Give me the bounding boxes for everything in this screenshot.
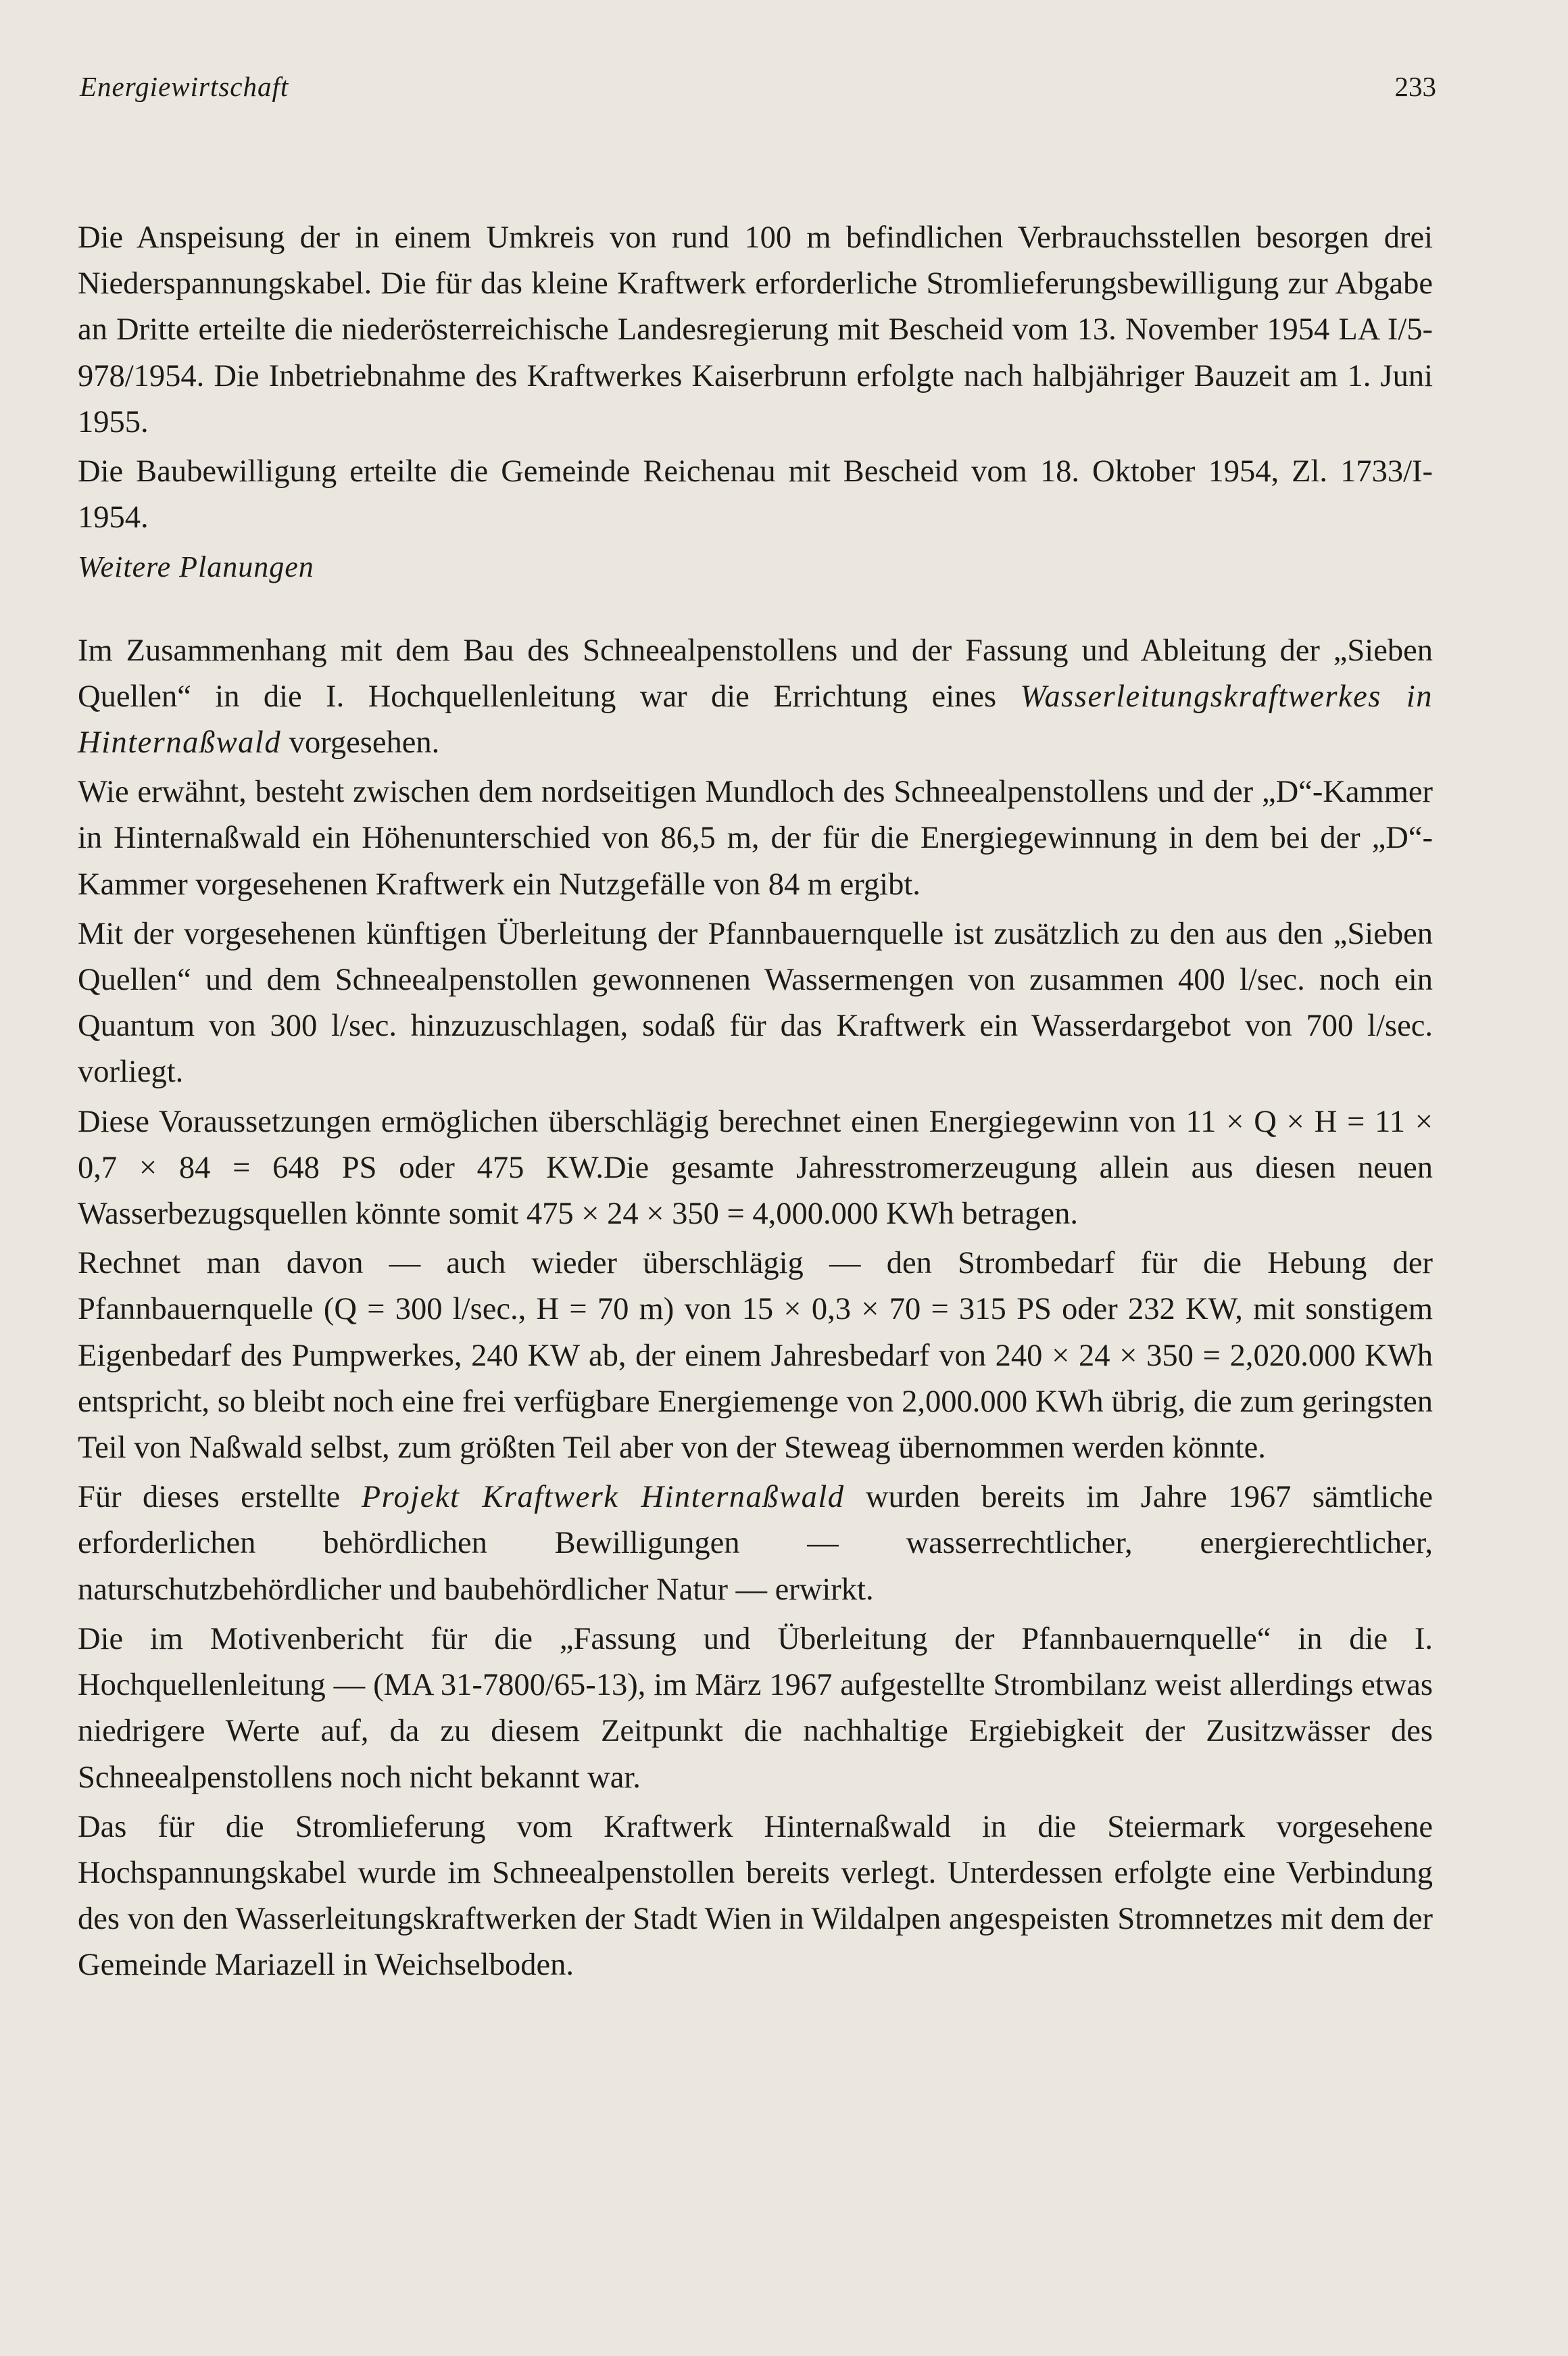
- paragraph-building-permit: Die Baubewilligung erteilte die Gemeinde Reichenau mit Bescheid vom 18. Oktober 1954, Zl. 1733/I-1954.: [78, 454, 1433, 535]
- body-text: [78, 215, 1433, 1989]
- paragraph-water-supply: Mit der vorgesehenen künftigen Überleitung der Pfannbauernquelle ist zusätzlich zu den aus den „Sieben Quellen“ und dem Schneealpenstollen gewonnenen Wassermengen von zusammen 400 l/sec. noch ein Quantum von 300 l/sec. hinzuzuschlagen, sodaß für das Kraftwerk ein Wasserdargebot von 700 l/sec. vorliegt.: [78, 916, 1433, 1090]
- paragraph-motive-report: Die im Motivenbericht für die „Fassung und Überleitung der Pfannbauernquelle“ in die I. Hochquellenleitung — (MA 31-7800/65-13), im März 1967 aufgestellte Strombilanz weist allerdings etwas niedrigere Werte auf, da zu diesem Zeitpunkt die nachhaltige Ergiebigkeit der Zusitzwässer des Schneealpenstollens noch nicht bekannt war.: [78, 1621, 1433, 1795]
- paragraph-project-permits-text-b: wurden bereits im Jahre 1967 sämtliche erforderlichen behördlichen Bewilligungen — wasserrechtlicher, energierechtlicher, naturschutzbehördlicher und baubehördlicher Natur — erwirkt.: [78, 1480, 1433, 1607]
- paragraph-kaiserbrunn-supply: Die Anspeisung der in einem Umkreis von rund 100 m befindlichen Verbrauchsstellen besorgen drei Niederspannungskabel. Die für das kleine Kraftwerk erforderliche Stromlieferungsbewilligung zur Abgabe an Dritte erteilte die niederösterreichische Landesregierung mit Bescheid vom 13. November 1954 LA I/5-978/1954. Die Inbetriebnahme des Kraftwerkes Kaiserbrunn erfolgte nach halbjähriger Bauzeit am 1. Juni 1955.: [78, 220, 1433, 439]
- paragraph-planned-plant-text-a: Im Zusammenhang mit dem Bau des Schneealpenstollens und der Fassung und Ableitung der „Sieben Quellen“ in die I. Hochquellenleitung war die Errichtung eines: [78, 633, 1433, 714]
- section-heading: Weitere Planungen: [78, 550, 314, 584]
- page-header: [80, 66, 1436, 107]
- paragraph-planned-plant: [78, 628, 1433, 767]
- paragraph-high-voltage-cable: Das für die Stromlieferung vom Kraftwerk Hinternaßwald in die Steiermark vorgesehene Hochspannungskabel wurde im Schneealpenstollen bereits verlegt. Unterdessen erfolgte eine Verbindung des von den Wasserleitungskraftwerken der Stadt Wien in Wildalpen angespeisten Stromnetzes mit dem der Gemeinde Mariazell in Weichselboden.: [78, 1809, 1433, 1983]
- paragraph-project-permits: [78, 1474, 1433, 1613]
- plant-name-italic: Wasserleitungskraftwerkes in Hinternaßwald: [78, 679, 1433, 761]
- paragraph-project-permits-text-a: Für dieses erstellte: [78, 1480, 362, 1515]
- page-number: 233: [1394, 71, 1436, 102]
- running-title: Energiewirtschaft: [80, 71, 289, 102]
- paragraph-height-difference: Wie erwähnt, besteht zwischen dem nordseitigen Mundloch des Schneealpenstollens und der „D“-Kammer in Hinternaßwald ein Höhenunterschied von 86,5 m, der für die Energiegewinnung in dem bei der „D“-Kammer vorgesehenen Kraftwerk ein Nutzgefälle von 84 m ergibt.: [78, 775, 1433, 902]
- project-name-italic: Projekt Kraftwerk Hinternaßwald: [361, 1480, 845, 1515]
- paragraph-power-demand: Rechnet man davon — auch wieder überschlägig — den Strombedarf für die Hebung der Pfannbauernquelle (Q = 300 l/sec., H = 70 m) von 15 × 0,3 × 70 = 315 PS oder 232 KW, mit sonstigem Eigenbedarf des Pumpwerkes, 240 KW ab, der einem Jahresbedarf von 240 × 24 × 350 = 2,020.000 KWh entspricht, so bleibt noch eine frei verfügbare Energiemenge von 2,000.000 KWh übrig, die zum geringsten Teil von Naßwald selbst, zum größten Teil aber von der Steweag übernommen werden könnte.: [78, 1246, 1433, 1466]
- paragraph-energy-calculation: Diese Voraussetzungen ermöglichen überschlägig berechnet einen Energiegewinn von 11 × Q × H = 11 × 0,7 × 84 = 648 PS oder 475 KW.Die gesamte Jahresstromerzeugung allein aus diesen neuen Wasserbezugsquellen könnte somit 475 × 24 × 350 = 4,000.000 KWh betragen.: [78, 1104, 1433, 1232]
- paragraph-planned-plant-text-b: vorgesehen.: [281, 725, 440, 761]
